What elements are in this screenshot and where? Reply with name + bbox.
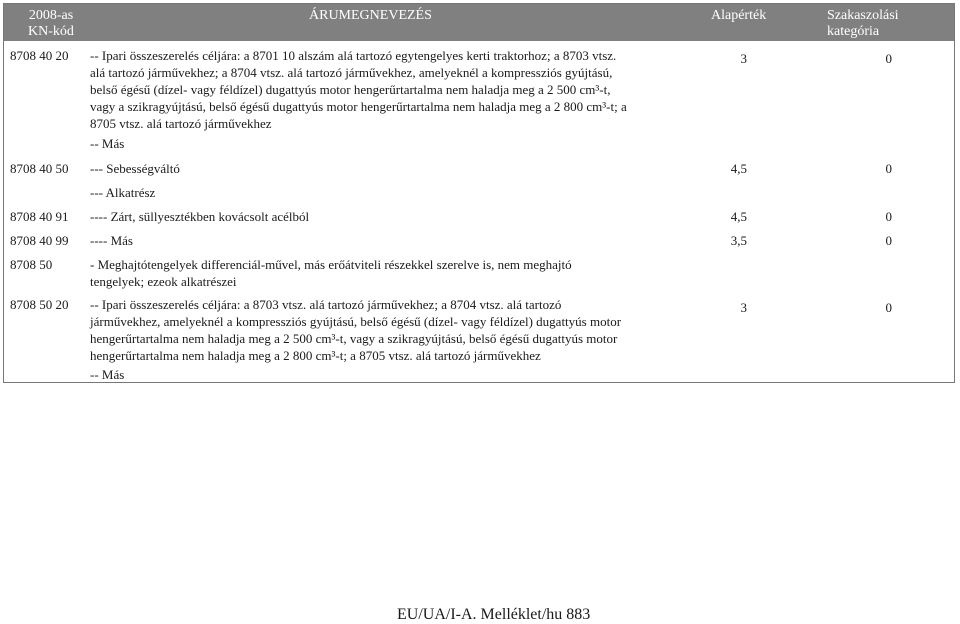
description-line: belső égésű (dízel- vagy féldízel) dugattyús motor hengerűrtartalma nem haladja meg a 2 500 cm³-t, bbox=[90, 82, 611, 97]
row-description: -- Más bbox=[90, 367, 125, 382]
row-category-value: 0 bbox=[885, 233, 892, 248]
table-header bbox=[4, 4, 954, 41]
description-line: vagy a szikragyújtású, belső égésű dugattyús motor hengerűrtartalma nem haladja meg a 2 800 cm³-t; a bbox=[90, 99, 627, 114]
row-code: 8708 50 20 bbox=[10, 297, 69, 312]
description-line: 8705 vtsz. alá tartozó járművekhez bbox=[90, 116, 272, 131]
header-code-line1: 2008-as bbox=[28, 8, 74, 23]
row-code: 8708 40 20 bbox=[10, 48, 69, 63]
row-base-value: 3,5 bbox=[730, 233, 747, 248]
description-line: -- Ipari összeszerelés céljára: a 8703 vtsz. alá tartozó járművekhez; a 8704 vtsz. alá tartozó bbox=[90, 297, 562, 312]
row-category-value: 0 bbox=[885, 51, 892, 66]
row-description bbox=[90, 47, 627, 132]
row-description: -- Más bbox=[90, 136, 125, 151]
row-base-value: 4,5 bbox=[730, 209, 747, 224]
header-category: Szakaszolási kategória bbox=[827, 8, 899, 39]
row-code: 8708 40 99 bbox=[10, 233, 69, 248]
page-footer: EU/UA/I-A. Melléklet/hu 883 bbox=[397, 606, 591, 623]
row-description bbox=[90, 296, 621, 364]
row-description: --- Alkatrész bbox=[90, 185, 156, 200]
row-base-value: 3 bbox=[740, 51, 747, 66]
row-description: ---- Más bbox=[90, 233, 133, 248]
header-base: Alapérték bbox=[711, 8, 767, 23]
row-category-value: 0 bbox=[885, 209, 892, 224]
header-code bbox=[21, 8, 81, 40]
description-line: -- Ipari összeszerelés céljára: a 8701 10 alszám alá tartozó egytengelyes kerti traktorhoz; a 8703 vtsz. bbox=[90, 48, 617, 63]
row-description bbox=[90, 256, 572, 290]
tariff-table bbox=[3, 3, 955, 383]
header-code-line2: KN-kód bbox=[28, 24, 74, 39]
row-description: --- Sebességváltó bbox=[90, 161, 180, 176]
description-line: - Meghajtótengelyek differenciál-művel, más erőátviteli részekkel szerelve is, nem meghajtó bbox=[90, 257, 572, 272]
description-line: járművekhez, amelyeknél a kompressziós gyújtású, belső égésű (dízel- vagy féldízel) dugattyús motor bbox=[90, 314, 622, 329]
description-line: tengelyek; ezeok alkatrészei bbox=[90, 274, 237, 289]
row-base-value: 3 bbox=[740, 300, 747, 315]
row-base-value: 4,5 bbox=[730, 161, 747, 176]
row-code: 8708 50 bbox=[10, 257, 53, 272]
row-code: 8708 40 91 bbox=[10, 209, 69, 224]
row-category-value: 0 bbox=[885, 300, 892, 315]
row-description: ---- Zárt, süllyesztékben kovácsolt acélból bbox=[90, 209, 310, 224]
description-line: hengerűrtartalma nem haladja meg a 2 500 cm³-t, vagy a szikragyújtású, belső égésű dugattyús motor bbox=[90, 331, 618, 346]
header-name: ÁRUMEGNEVEZÉS bbox=[309, 8, 432, 23]
description-line: alá tartozó járművekhez; a 8704 vtsz. alá tartozó járművekhez, amelyeknél a kompressziós gyújtású, bbox=[90, 65, 613, 80]
description-line: hengerűrtartalma nem haladja meg a 2 800 cm³-t; a 8705 vtsz. alá tartozó járművekhez bbox=[90, 348, 541, 363]
row-category-value: 0 bbox=[885, 161, 892, 176]
row-code: 8708 40 50 bbox=[10, 161, 69, 176]
